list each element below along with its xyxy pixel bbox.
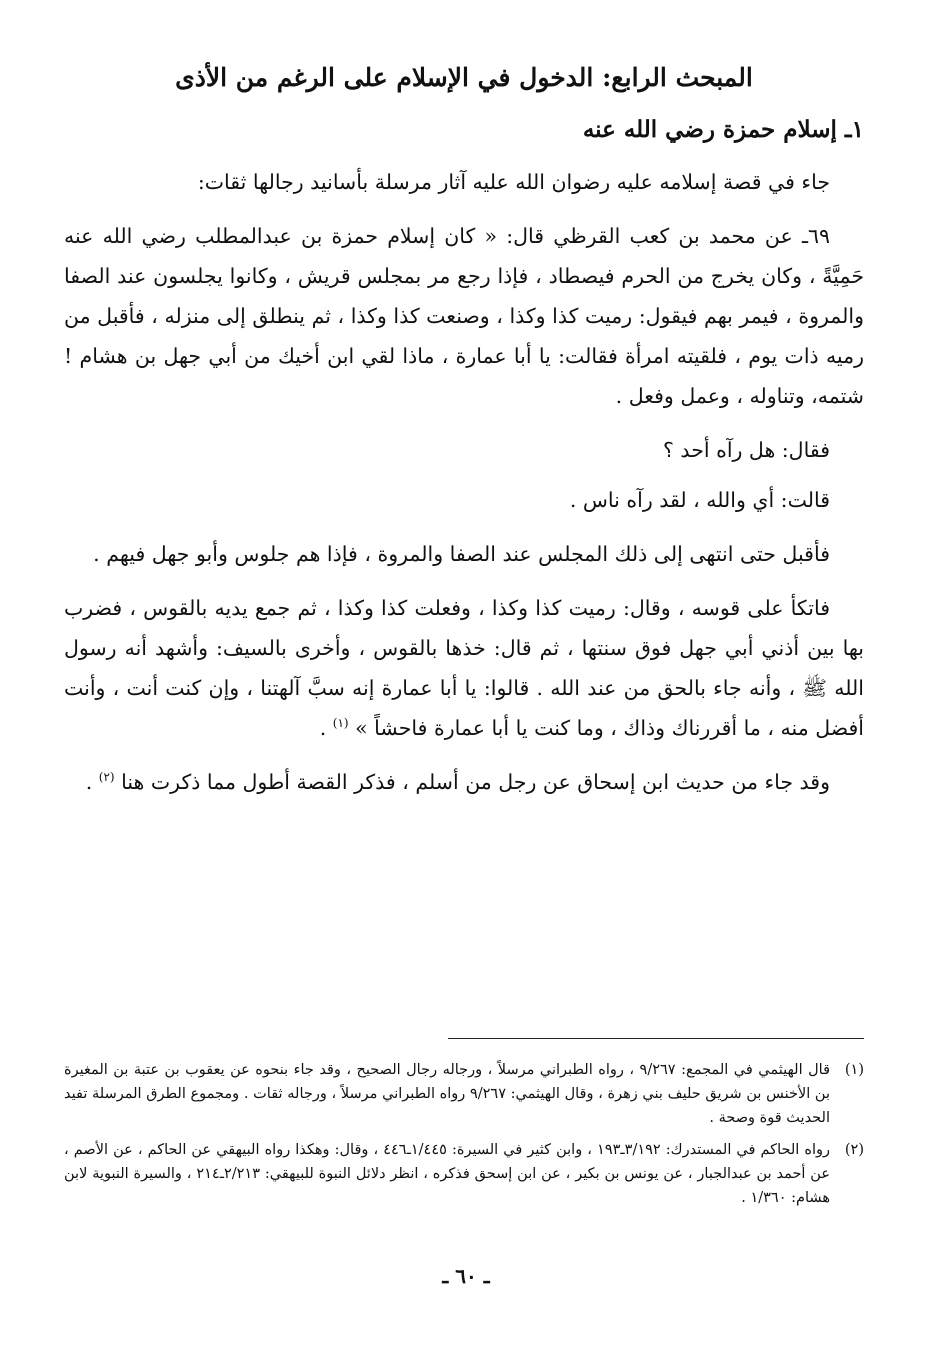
footnote-ref-2[interactable]: (٢) bbox=[98, 770, 115, 785]
dialogue-question: فقال: هل رآه أحد ؟ bbox=[663, 438, 830, 462]
footnote-ref-1[interactable]: (١) bbox=[332, 716, 349, 731]
footnote-text: رواه الحاكم في المستدرك: ٣/١٩٢ـ١٩٣ ، وابن كثير في السيرة: ١/٤٤٥ـ٤٤٦ ، وقال: وهكذا رواه البيهقي عن الحاكم ، عن الأصم ، عن أحمد بن عبدالجبار ، عن يونس بن بكير ، عن ابن إسحق فذكره ، انظر دلائل النبوة للبيهقي: ٢/٢١٣ـ٢١٤ ، والسيرة النبوية لابن هشام: ١/٣٦٠ . bbox=[64, 1142, 830, 1206]
footnote-text: قال الهيثمي في المجمع: ٩/٢٦٧ ، رواه الطبراني مرسلاً ، ورجاله رجال الصحيح ، وقد جاء بنحوه عن يعقوب بن عتبة بن المغيرة بن الأخنس بن شريق حليف بني زهرة ، وقال الهيثمي: ٩/٢٦٧ رواه الطبراني مرسلاً ، ورجاله ثقات . ومجموع الطرق المرسلة تفيد الحديث قوة وصحة . bbox=[64, 1062, 830, 1126]
narration-strike-end: . bbox=[319, 716, 327, 740]
narration-strike-text: فاتكأ على قوسه ، وقال: رميت كذا وكذا ، وفعلت كذا وكذا ، ثم جمع يديه بالقوس ، فضرب بها بين أذني أبي جهل فوق سنتها ، ثم قال: خذها بالقوس ، وأخرى بالسيف: وأشهد أنه رسول الله ﷺ ، وأنه جاء بالحق من عند الله . قالوا: يا أبا عمارة إنه سبَّ آلهتنا ، وإن كنت أنت ، وأنت أفضل منه ، ما أقررناك وذاك ، وما كنت يا أبا عمارة فاحشاً » bbox=[64, 596, 864, 740]
narration-ishaq-end: . bbox=[85, 770, 93, 794]
narration-paragraph-strike bbox=[64, 588, 864, 748]
footnote-number: (١) bbox=[844, 1062, 864, 1078]
narration-paragraph-arrival: فأقبل حتى انتهى إلى ذلك المجلس عند الصفا والمروة ، فإذا هم جلوس وأبو جهل فيهم . bbox=[93, 542, 830, 566]
footnote-number: (٢) bbox=[844, 1142, 864, 1158]
chapter-title: المبحث الرابع: الدخول في الإسلام على الرغم من الأذى bbox=[175, 63, 753, 92]
intro-paragraph: جاء في قصة إسلامه عليه رضوان الله عليه آثار مرسلة بأسانيد رجالها ثقات: bbox=[197, 170, 830, 194]
narration-paragraph-ishaq bbox=[64, 762, 864, 802]
narration-paragraph-69: ٦٩ـ عن محمد بن كعب القرظي قال: « كان إسلام حمزة بن عبدالمطلب رضي الله عنه حَمِيَّةً ، وكان يخرج من الحرم فيصطاد ، فإذا رجع مر بمجلس قريش ، وكانوا يجلسون عند الصفا والمروة ، فيمر بهم فيقول: رميت كذا وكذا ، وصنعت كذا وكذا ، ثم ينطلق إلى منزله ، فأقبل من رميه ذات يوم ، فلقيته امرأة فقالت: يا أبا عمارة ، ماذا لقي ابن أخيك من أبي جهل بن هشام ! شتمه، وتناوله ، وعمل وفعل . bbox=[64, 224, 864, 408]
dialogue-answer: قالت: أي والله ، لقد رآه ناس . bbox=[569, 488, 830, 512]
footnote-2 bbox=[64, 1138, 864, 1210]
page-body bbox=[64, 58, 864, 816]
section-heading: ١ـ إسلام حمزة رضي الله عنه bbox=[582, 116, 864, 143]
footnotes-section bbox=[64, 1058, 864, 1218]
page-number: ـ ٦٠ ـ bbox=[442, 1264, 490, 1288]
footnote-divider bbox=[448, 1038, 864, 1039]
narration-ishaq-text: وقد جاء من حديث ابن إسحاق عن رجل من أسلم ، فذكر القصة أطول مما ذكرت هنا bbox=[121, 770, 830, 794]
footnote-1 bbox=[64, 1058, 864, 1130]
